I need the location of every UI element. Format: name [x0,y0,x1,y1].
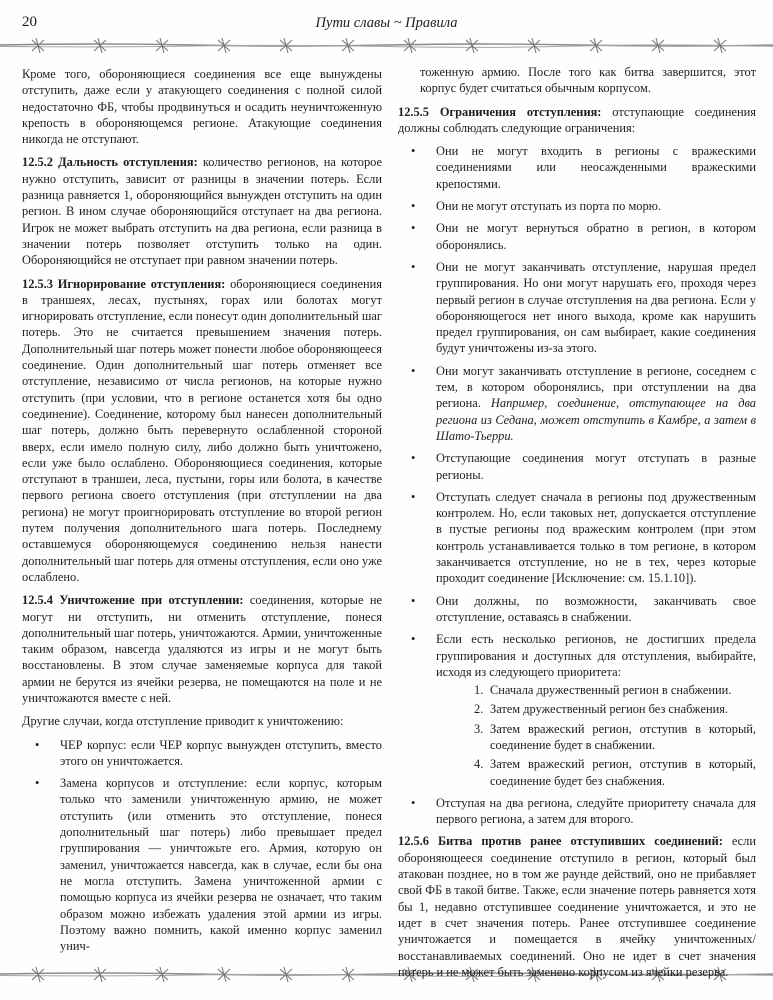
section-heading: 12.5.6 Битва против ранее отступивших соединений: [398,834,723,849]
priority-item [436,721,756,754]
list-item-text: Они не могут входить в регионы с вражескими соединениями или неосажденными вражескими крепостями. [436,144,756,191]
example-text: Например, соединение, отступающее на два региона из Седана, может отступить в Камбре, а затем в Шато-Тьерри. [436,396,756,443]
section-text: соединения, которые не могут ни отступить, ни отменить отступление, понеся дополнительный шаг потерь, уничтожаются. Армии, уничтоженные таким образом, навсегда удаляются из игры и не могут быть восстановлены. В этом случае заменяемые корпуса для такой армии не берутся из ячейки резерва, не помещаются на поле и не уничтожаются вместе с ней. [22,593,382,705]
list-item-text: Они не могут отступать из порта по морю. [436,199,662,214]
list-item [398,363,756,444]
bullet-mark: • [35,776,40,791]
list-item [398,593,756,626]
priority-text: Затем дружественный регион без снабжения. [490,702,729,717]
section-text: если обороняющееся соединение отступило в регион, который был атакован позднее, но в том же раунде действий, оно не прибавляет свой ФБ в такой битве. Также, если значение потерь равняется хотя бы 1, недавно отступившее соединение уничтожается, и это не идет в счет значения потерь. Ранее отступившее соединение уничтожается и помещается в ячейку уничтоженных/восстанавливаемых соединений. Оно не идет в счет значения потерь и не может быть заменено корпусом из ячейки резерва. [398,834,756,979]
bullet-mark: • [411,489,416,504]
priority-item [436,756,756,789]
right-column [398,64,756,987]
list-item [398,143,756,192]
list-item-text: Они должны, по возможности, заканчивать свое отступление, оставаясь в снабжении. [436,593,756,624]
destruction-cases-list [22,737,382,955]
section-text: обороняющиеся соединения в траншеях, лесах, пустынях, горах или болотах могут игнорировать отступление, если понесут один дополнительный шаг потерь. Это не считается превышением значения потерь. Дополнительный шаг потерь может понести любое обороняющееся соединение. Один дополнительный шаг потерь отменяет все отступление, независимо от числа регионов, на которые нужно отступить (при условии, что в регионе останется хотя бы одно соединение). Соединение, которому был нанесен дополнительный шаг потерь, должно быть перевернуто ослабленной стороной вверх, если имело полную силу, либо должно быть уничтожено, если уже было ослаблено. Обороняющиеся соединения, которые отступают в траншеи, леса, пустыни, горы или болота, в качестве первого региона своего отступления (при отступлении на два региона) не могут проигнорировать отступление во второй регион путем получения дополнительного шага потерь. Последнему оставшемуся обороняющемуся соединению нельзя нанести дополнительный шаг потерь для отмены отступления, если оно уже ослаблено. [22,276,382,584]
section-12-5-6 [398,833,756,980]
list-item [398,631,756,789]
list-item [398,259,756,357]
continuation-paragraph: тоженную армию. После того как битва завершится, этот корпус будет считаться обычным корпусом. [420,65,756,96]
list-item [398,198,756,214]
section-12-5-3 [22,276,382,586]
bullet-mark: • [411,451,416,466]
section-heading: 12.5.4 Уничтожение при отступлении: [22,593,244,608]
bullet-mark: • [411,199,416,214]
list-item [398,450,756,483]
section-12-5-2 [22,154,382,268]
priority-text: Затем вражеский регион, отступив в который, соединение будет без снабжения. [490,757,756,788]
priority-item [436,682,756,698]
list-item-text: Они не могут вернуться обратно в регион, в котором оборонялись. [436,221,756,252]
priority-number: 2. [474,702,484,717]
left-column [22,66,382,960]
bullet-mark: • [411,259,416,274]
bullet-mark: • [411,221,416,236]
list-item-text: Отступать следует сначала в регионы под дружественным контролем. Но, если таковых нет, допускается отступление в пустые регионы под вражеским контролем (при этом контроль устанавливается только в том регионе, в котором заканчивается отступление, но не в тех, через которые проходит соединение [Исключение: см. 15.1.10]). [436,489,756,586]
bullet-mark: • [411,144,416,159]
section-12-5-5 [398,104,756,137]
other-cases-lead: Другие случаи, когда отступление приводит к уничтожению: [22,714,344,729]
bullet-mark: • [411,632,416,647]
bullet-mark: • [411,795,416,810]
list-item-text: Если есть несколько регионов, не достигших предела группирования и доступных для отступления, выбирайте, исходя из следующего приоритета: [436,632,756,679]
list-item-text: Замена корпусов и отступление: если корпус, которым только что заменили уничтоженную армию, не может отступить (или отменить это отступление, понеся дополнительный шаг потерь) либо превышает предел группирования — уничтожьте его. Армия, которую он заменил, уничтожается навсегда, как в случае, если бы она не могла отступить. Замена уничтоженной армии с помощью корпуса из ячейки резерва не означает, что таким образом можно избежать удаления этой армии из игры. Поэтому важно помнить, какой именно корпус заменил унич- [60,776,382,954]
list-item [398,220,756,253]
section-heading: 12.5.2 Дальность отступления: [22,155,198,170]
priority-text: Затем вражеский регион, отступив в который, соединение будет в снабжении. [490,721,756,752]
retreat-restrictions-list [398,143,756,827]
running-title: Пути славы ~ Правила [315,15,458,31]
page-number: 20 [22,14,37,30]
priority-text: Сначала дружественный регион в снабжении. [490,683,732,698]
list-item-text: Они могут заканчивать отступление в регионе, соседнем с тем, в котором оборонялись, при отступлении на два региона. [436,363,756,411]
section-heading: 12.5.5 Ограничения отступления: [398,104,602,119]
list-item-text: Они не могут заканчивать отступление, нарушая предел группирования. Но они могут нарушать его, проходя через первый регион в случае отступления на два региона. Если у обороняющегося нет иного выхода, кроме как нарушить предел группирования, он сам выбирает, какие соединения будут уничтожены из-за этого. [436,259,756,356]
section-heading: 12.5.3 Игнорирование отступления: [22,276,226,291]
list-item [398,489,756,587]
bullet-mark: • [35,737,40,752]
section-12-5-4 [22,592,382,706]
barbed-wire-top-divider [0,34,773,56]
list-item [22,775,382,954]
priority-number: 3. [474,721,484,736]
intro-paragraph: Кроме того, обороняющиеся соединения все еще вынуждены отступить, даже если у атакующего соединения с полной силой недостаточно ФБ, чтобы продвинуться и осадить неуничтоженную крепость в обороняющемся регионе. Атакующие соединения никогда не отступают. [22,67,382,147]
list-item-text: Отступающие соединения могут отступать в разные регионы. [436,451,756,482]
priority-number: 1. [474,683,484,698]
list-item [398,795,756,828]
section-text: количество регионов, на которое нужно отступить, зависит от разницы в значении потерь. Если разница равняется 1, обороняющийся вынужден отступить на один регион. В ином случае обороняющийся отступает на два региона. Игрок не может выбрать отступить на два региона, если разница в значении потерь позволяет отступить только на один. Обороняющийся не отступает при равном значении потерь. [22,155,382,268]
list-item-text: Отступая на два региона, следуйте приоритету сначала для первого региона, а затем для второго. [436,795,756,827]
list-item-text: ЧЕР корпус: если ЧЕР корпус вынужден отступить, вместо этого он уничтожается. [60,737,382,768]
bullet-mark: • [411,593,416,608]
list-item [22,737,382,770]
priority-item [436,701,756,717]
priority-list [436,682,756,789]
bullet-mark: • [411,363,416,378]
section-text: отступающие соединения должны соблюдать следующие ограничения: [398,104,756,135]
priority-number: 4. [474,757,484,772]
